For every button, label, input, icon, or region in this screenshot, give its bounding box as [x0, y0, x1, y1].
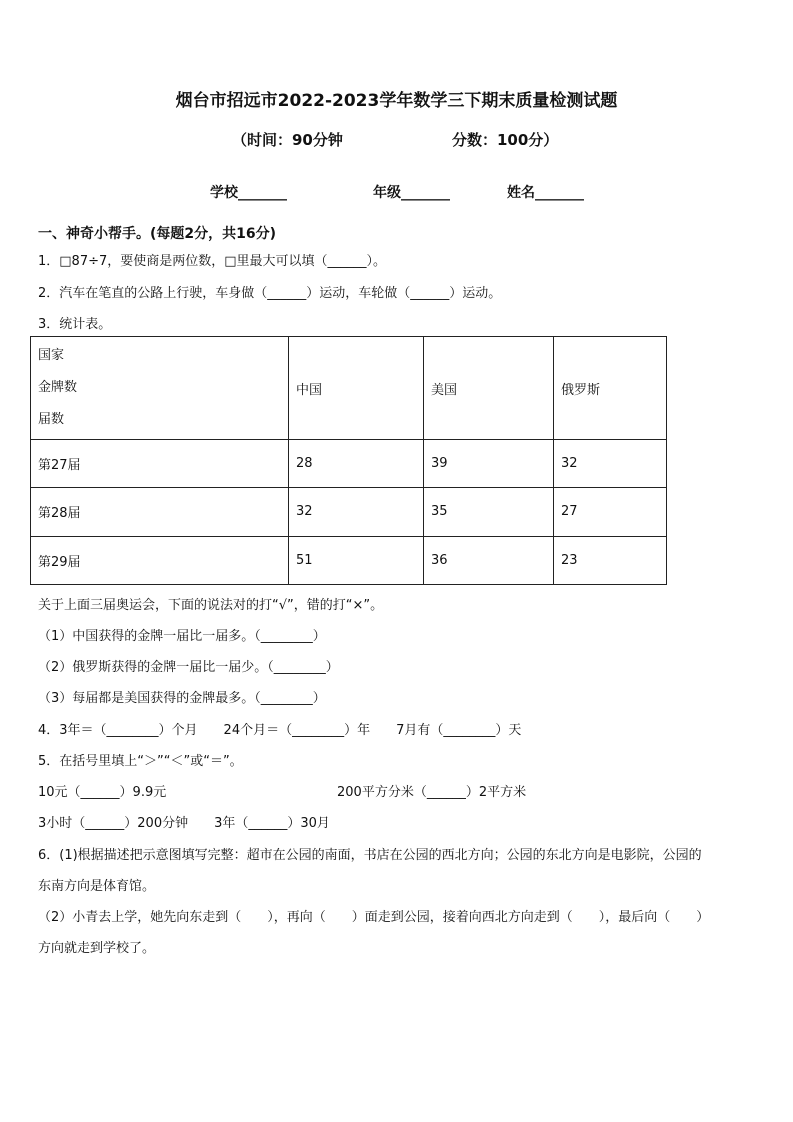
page-title: 烟台市招远市2022-2023学年数学三下期末质量检测试题 [175, 91, 618, 111]
question-6-line-2: 东南方向是体育馆。 [38, 879, 156, 894]
question-3-item-3: （3）每届都是美国获得的金牌最多。（________） [38, 691, 326, 706]
medal-table [30, 336, 667, 585]
corner-country: 国家 [38, 348, 65, 363]
grade-field: 年级_______ [373, 185, 450, 201]
question-3-item-2: （2）俄罗斯获得的金牌一届比一届少。（________） [38, 660, 339, 675]
table-cell: 36 [424, 536, 554, 584]
question-5-part-b: 200平方分米（______）2平方米 [337, 785, 527, 800]
school-field: 学校_______ [210, 185, 287, 201]
question-3-intro: 关于上面三届奥运会，下面的说法对的打“√”，错的打“×”。 [38, 598, 384, 613]
question-2: 2．汽车在笔直的公路上行驶，车身做（______）运动，车轮做（______）运动。 [38, 286, 502, 301]
corner-session: 届数 [38, 412, 65, 427]
row-label: 第28届 [31, 488, 289, 536]
table-cell: 23 [554, 536, 667, 584]
table-row [31, 440, 667, 488]
table-cell: 32 [554, 440, 667, 488]
table-header-row [31, 337, 667, 440]
question-5-part-a: 10元（______）9.9元 [38, 785, 167, 800]
name-field: 姓名_______ [507, 185, 584, 201]
table-cell: 51 [289, 536, 424, 584]
table-cell: 39 [424, 440, 554, 488]
score-label: 分数：100分） [452, 131, 559, 149]
table-cell: 28 [289, 440, 424, 488]
row-label: 第27届 [31, 440, 289, 488]
question-6-line-1: 6．(1)根据描述把示意图填写完整：超市在公园的南面，书店在公园的西北方向；公园的东北方向是电影院，公园的 [38, 848, 702, 863]
corner-medals: 金牌数 [38, 380, 78, 395]
section-1-heading: 一、神奇小帮手。(每题2分，共16分) [38, 226, 277, 242]
time-label: （时间：90分钟 [232, 131, 343, 149]
table-cell: 32 [289, 488, 424, 536]
table-cell: 27 [554, 488, 667, 536]
question-3: 3．统计表。 [38, 317, 112, 332]
table-corner-cell [31, 337, 289, 440]
question-6-line-3: （2）小青去上学，她先向东走到（ ），再向（ ）面走到公园，接着向西北方向走到（ ），最后向（ ） [38, 910, 710, 925]
question-4: 4．3年＝（________）个月 24个月＝（________）年 7月有（________）天 [38, 723, 522, 738]
question-6-line-4: 方向就走到学校了。 [38, 941, 156, 956]
table-row [31, 536, 667, 584]
table-cell: 35 [424, 488, 554, 536]
header-russia: 俄罗斯 [554, 337, 667, 440]
question-1: 1．□87÷7，要使商是两位数，□里最大可以填（______）。 [38, 254, 387, 269]
row-label: 第29届 [31, 536, 289, 584]
question-3-item-1: （1）中国获得的金牌一届比一届多。（________） [38, 629, 326, 644]
question-5-part-c: 3小时（______）200分钟 3年（______）30月 [38, 816, 330, 831]
header-china: 中国 [289, 337, 424, 440]
header-usa: 美国 [424, 337, 554, 440]
table-row [31, 488, 667, 536]
question-5: 5．在括号里填上“＞”“＜”或“＝”。 [38, 754, 243, 769]
